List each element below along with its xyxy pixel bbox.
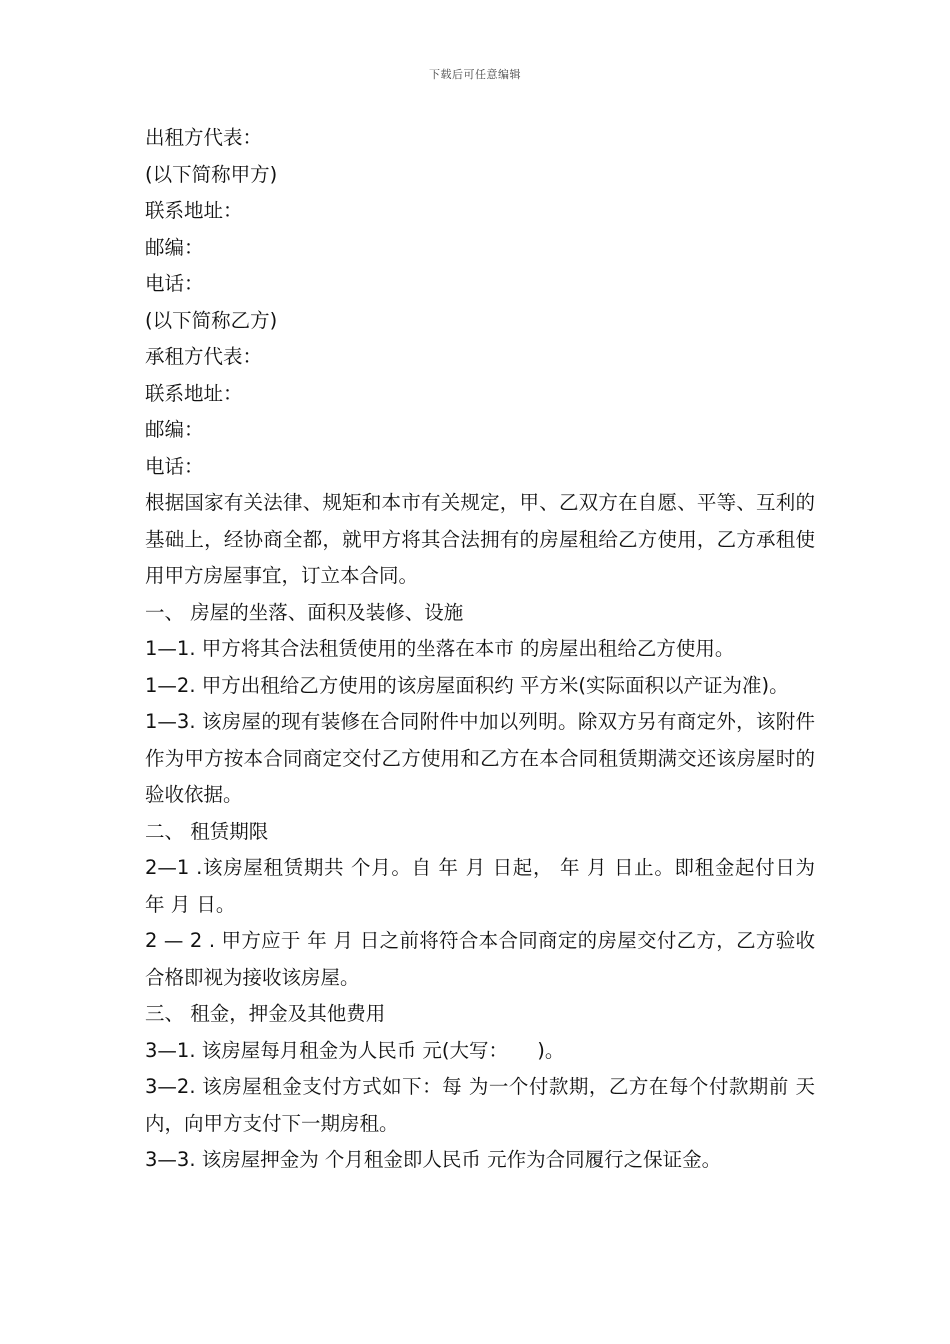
lessor-representative-line: 出租方代表： (145, 126, 263, 149)
lessor-postcode-line: 邮编： (145, 235, 204, 259)
lessee-representative-line: 承租方代表： (145, 345, 263, 368)
clause-3-1: 3—1. 该房屋每月租金为人民币 元(大写： )。 (145, 1038, 565, 1062)
lessor-phone-line: 电话： (145, 272, 204, 295)
party-a-abbreviation-line: (以下简称甲方) (145, 162, 278, 186)
clause-1-1: 1—1. 甲方将其合法租赁使用的坐落在本市 的房屋出租给乙方使用。 (145, 637, 735, 660)
lessee-phone-line: 电话： (145, 454, 204, 478)
section-1-title: 一、 房屋的坐落、面积及装修、设施 (145, 600, 464, 624)
page-header: 下载后可任意编辑 (429, 68, 521, 81)
clause-2-2: 2 — 2 . 甲方应于 年 月 日之前将符合本合同商定的房屋交付乙方，乙方验收合格即视为接收该房屋。 (145, 929, 815, 989)
section-3-title: 三、 租金，押金及其他费用 (145, 1002, 386, 1025)
lessee-address-line: 联系地址： (145, 381, 243, 405)
section-2-title: 二、 租赁期限 (145, 819, 269, 843)
intro-paragraph: 根据国家有关法律、规矩和本市有关规定，甲、乙双方在自愿、平等、互利的基础上，经协商全都，就甲方将其合法拥有的房屋租给乙方使用，乙方承租使用甲方房屋事宜，订立本合同。 (145, 491, 815, 587)
contract-body (145, 120, 815, 1179)
lessee-postcode-line: 邮编： (145, 418, 204, 441)
clause-3-3: 3—3. 该房屋押金为 个月租金即人民币 元作为合同履行之保证金。 (145, 1148, 722, 1171)
lessor-address-line: 联系地址： (145, 199, 243, 222)
clause-1-3: 1—3. 该房屋的现有装修在合同附件中加以列明。除双方另有商定外，该附件作为甲方按本合同商定交付乙方使用和乙方在本合同租赁期满交还该房屋时的验收依据。 (145, 710, 815, 806)
party-b-abbreviation-line: (以下简称乙方) (145, 308, 278, 332)
clause-2-1: 2—1 .该房屋租赁期共 个月。自 年 月 日起， 年 月 日止。即租金起付日为 年 月 日。 (145, 856, 815, 916)
clause-1-2: 1—2. 甲方出租给乙方使用的该房屋面积约 平方米(实际面积以产证为准)。 (145, 673, 789, 697)
clause-3-2: 3—2. 该房屋租金支付方式如下：每 为一个付款期，乙方在每个付款期前 天内，向甲方支付下一期房租。 (145, 1075, 815, 1135)
